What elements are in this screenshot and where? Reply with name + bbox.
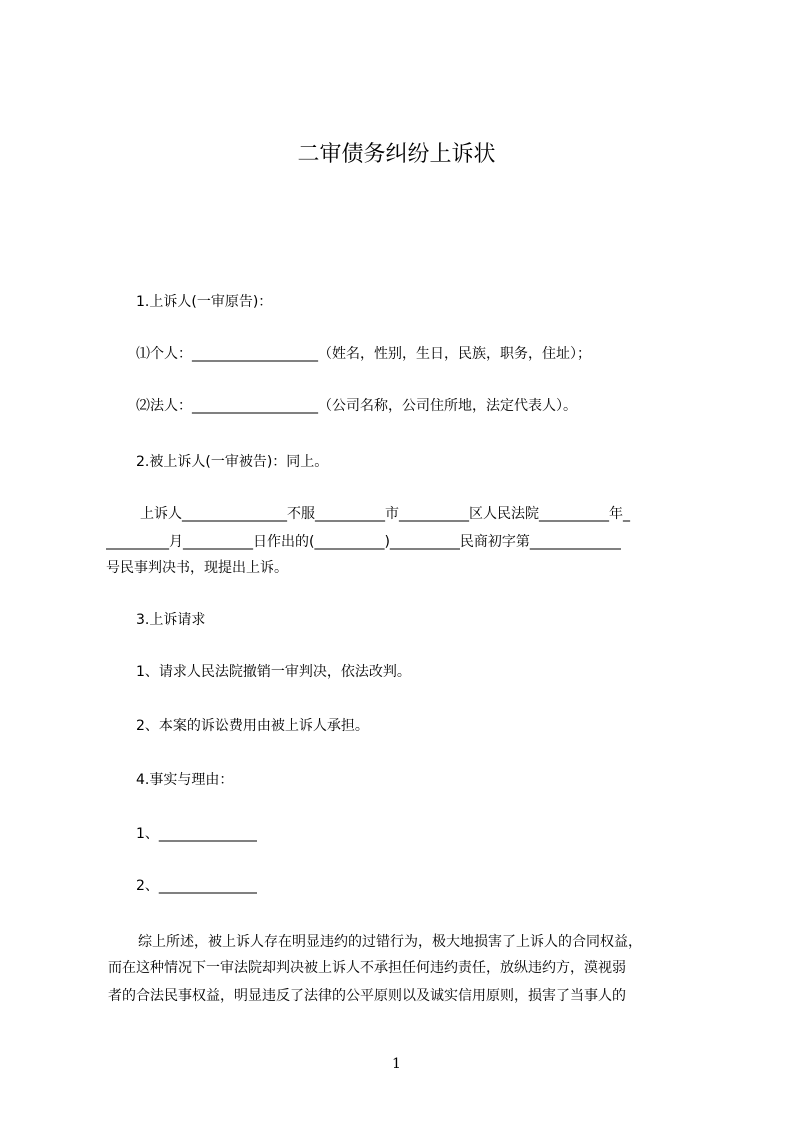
appellee-heading: 2.被上诉人(一审被告)：同上。 <box>136 454 329 470</box>
individual-line: ⑴个人：__________________（姓名，性别，生日，民族，职务，住址）； <box>136 346 591 362</box>
case-info-line-1: 上诉人_______________不服__________市__________区人民法院__________年_ <box>140 506 630 522</box>
case-info-line-2: _________月__________日作出的(__________)__________民商初字第_____________ <box>106 534 621 550</box>
fact-item-1: 1、______________ <box>136 826 257 842</box>
page-number: 1 <box>392 1056 401 1072</box>
request-item-2: 2、本案的诉讼费用由被上诉人承担。 <box>136 718 369 734</box>
summary-line-1: 综上所述，被上诉人存在明显违约的过错行为，极大地损害了上诉人的合同权益， <box>138 934 642 950</box>
legal-person-line: ⑵法人：__________________（公司名称，公司住所地，法定代表人）。 <box>136 398 577 414</box>
summary-line-2: 而在这种情况下一审法院却判决被上诉人不承担任何违约责任，放纵违约方，漠视弱 <box>108 960 626 976</box>
fact-item-2: 2、______________ <box>136 878 257 894</box>
request-item-1: 1、请求人民法院撤销一审判决，依法改判。 <box>136 664 411 680</box>
summary-line-3: 者的合法民事权益，明显违反了法律的公平原则以及诚实信用原则，损害了当事人的 <box>108 988 626 1004</box>
request-heading: 3.上诉请求 <box>136 612 206 628</box>
appellant-heading: 1.上诉人(一审原告)： <box>136 294 273 310</box>
document-title: 二审债务纠纷上诉状 <box>297 142 496 167</box>
case-info-line-3: 号民事判决书，现提出上诉。 <box>106 560 288 576</box>
facts-heading: 4.事实与理由： <box>136 772 234 788</box>
